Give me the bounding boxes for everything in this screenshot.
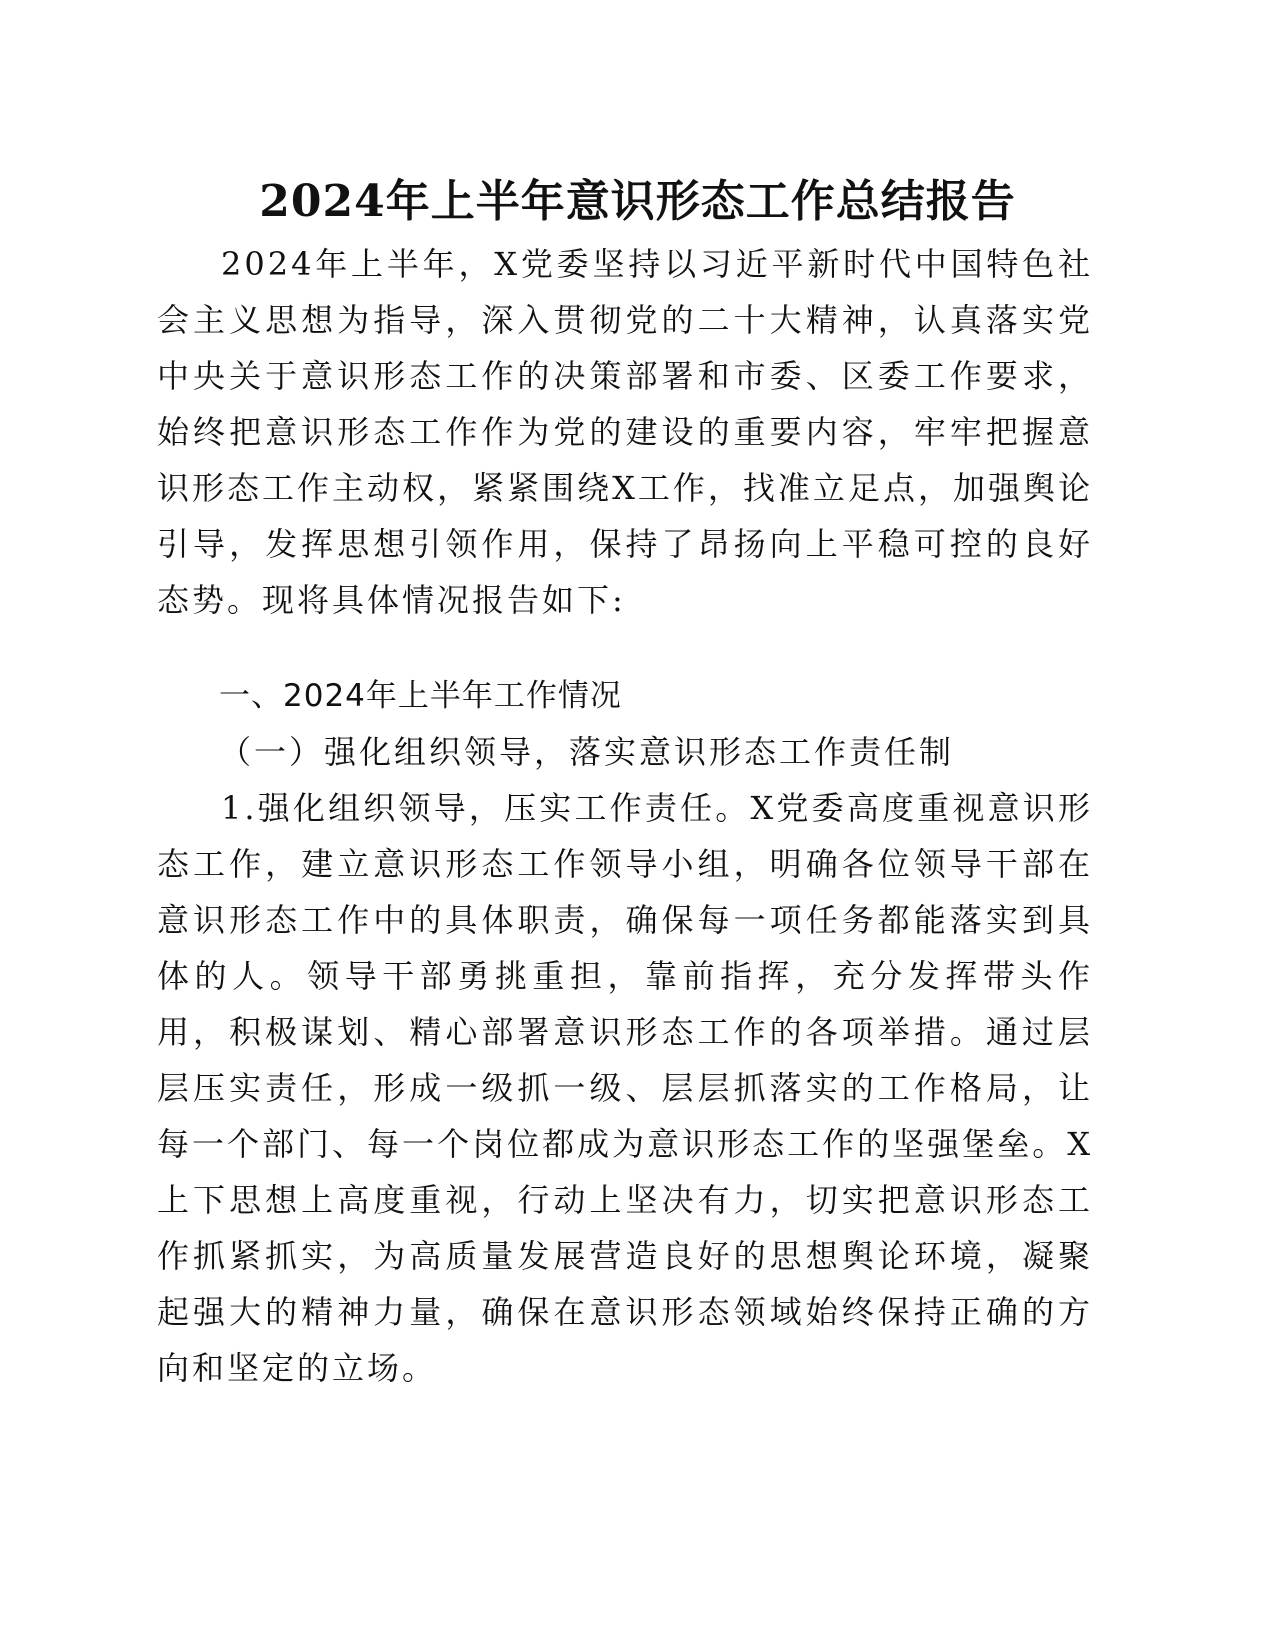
item-1-paragraph: 1.强化组织领导，压实工作责任。X党委高度重视意识形态工作，建立意识形态工作领导小组，明确各位领导干部在意识形态工作中的具体职责，确保每一项任务都能落实到具体的人。领导干部勇挑重担，靠前指挥，充分发挥带头作用，积极谋划、精心部署意识形态工作的各项举措。通过层层压实责任，形成一级抓一级、层层抓落实的工作格局，让每一个部门、每一个岗位都成为意识形态工作的坚强堡垒。X上下思想上高度重视，行动上坚决有力，切实把意识形态工作抓紧抓实，为高质量发展营造良好的思想舆论环境，凝聚起强大的精神力量，确保在意识形态领域始终保持正确的方向和坚定的立场。: [157, 789, 1093, 1387]
document-title: 2024年上半年意识形态工作总结报告: [259, 176, 1016, 227]
subsection-heading: （一）强化组织领导，落实意识形态工作责任制: [219, 733, 955, 771]
intro-paragraph: 2024年上半年，X党委坚持以习近平新时代中国特色社会主义思想为指导，深入贯彻党的二十大精神，认真落实党中央关于意识形态工作的决策部署和市委、区委工作要求，始终把意识形态工作作为党的建设的重要内容，牢牢把握意识形态工作主动权，紧紧围绕X工作，找准立足点，加强舆论引导，发挥思想引领作用，保持了昂扬向上平稳可控的良好态势。现将具体情况报告如下:: [157, 245, 1093, 619]
section-heading: 一、2024年上半年工作情况: [219, 678, 622, 714]
